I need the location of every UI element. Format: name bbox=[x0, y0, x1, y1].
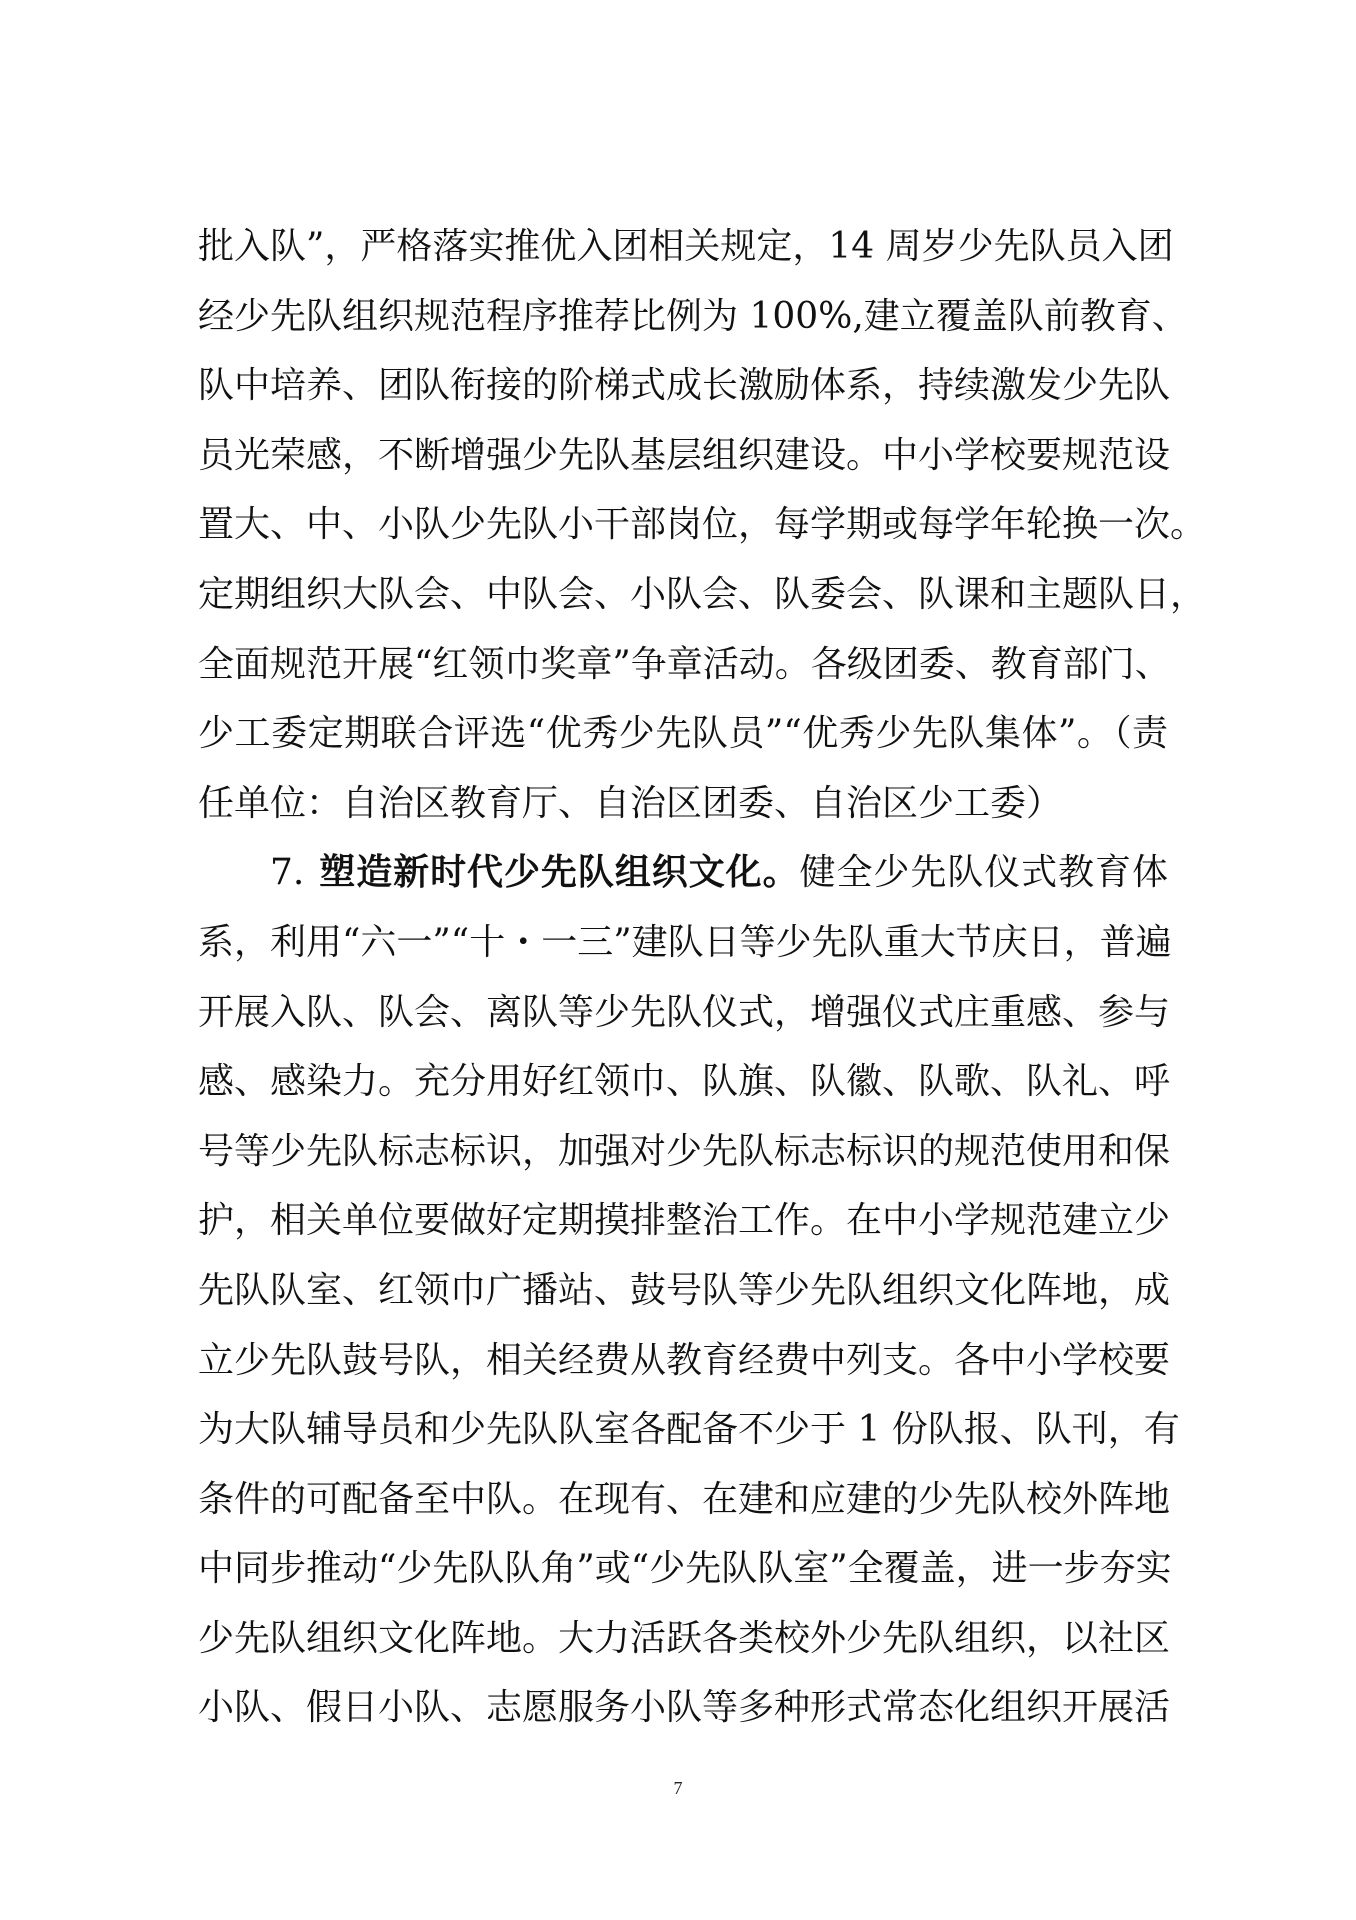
text-line: 立少先队鼓号队，相关经费从教育经费中列支。各中小学校要 bbox=[198, 1339, 1171, 1381]
text-line: 感、感染力。充分用好红领巾、队旗、队徽、队歌、队礼、呼 bbox=[198, 1061, 1171, 1103]
text-line: 护，相关单位要做好定期摸排整治工作。在中小学规范建立少 bbox=[198, 1200, 1171, 1242]
text-line: 先队队室、红领巾广播站、鼓号队等少先队组织文化阵地，成 bbox=[198, 1269, 1171, 1311]
text-line: 队中培养、团队衔接的阶梯式成长激励体系，持续激发少先队 bbox=[198, 365, 1171, 407]
text-line: 少工委定期联合评选“优秀少先队员”“优秀少先队集体”。（责 bbox=[198, 713, 1168, 755]
text-line: 批入队”，严格落实推优入团相关规定，14 周岁少先队员入团 bbox=[198, 226, 1174, 267]
text-line: 定期组织大队会、中队会、小队会、队委会、队课和主题队日， bbox=[198, 573, 1207, 615]
text-line: 中同步推动“少先队队角”或“少先队队室”全覆盖，进一步夯实 bbox=[198, 1548, 1172, 1590]
body-text bbox=[198, 212, 1207, 1743]
section-number: 7. bbox=[270, 852, 305, 894]
text-line: 全面规范开展“红领巾奖章”争章活动。各级团委、教育部门、 bbox=[198, 643, 1171, 685]
text-line: 号等少先队标志标识，加强对少先队标志标识的规范使用和保 bbox=[198, 1130, 1171, 1172]
text-line: 置大、中、小队少先队小干部岗位，每学期或每学年轮换一次。 bbox=[198, 504, 1207, 546]
section-heading-line bbox=[198, 838, 1168, 908]
text-line: 为大队辅导员和少先队队室各配备不少于 1 份队报、队刊，有 bbox=[198, 1409, 1180, 1451]
section-title: 塑造新时代少先队组织文化。 bbox=[318, 851, 800, 894]
page-number: 7 bbox=[673, 1778, 683, 1798]
text-line: 任单位：自治区教育厅、自治区团委、自治区少工委） bbox=[198, 782, 1063, 824]
text-line: 开展入队、队会、离队等少先队仪式，增强仪式庄重感、参与 bbox=[198, 991, 1171, 1033]
section-text: 健全少先队仪式教育体 bbox=[799, 852, 1168, 894]
text-line: 小队、假日小队、志愿服务小队等多种形式常态化组织开展活 bbox=[198, 1687, 1171, 1729]
text-line: 少先队组织文化阵地。大力活跃各类校外少先队组织，以社区 bbox=[198, 1617, 1171, 1659]
text-line: 条件的可配备至中队。在现有、在建和应建的少先队校外阵地 bbox=[198, 1478, 1171, 1520]
text-line: 系，利用“六一”“十・一三”建队日等少先队重大节庆日，普遍 bbox=[198, 921, 1172, 963]
text-line: 员光荣感，不断增强少先队基层组织建设。中小学校要规范设 bbox=[198, 434, 1171, 476]
text-line: 经少先队组织规范程序推荐比例为 100%,建立覆盖队前教育、 bbox=[198, 295, 1188, 337]
